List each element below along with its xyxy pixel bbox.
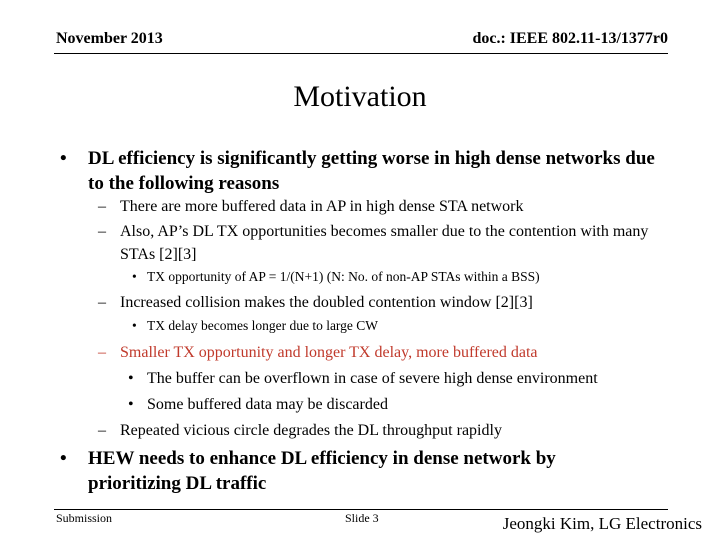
- bullet-dot-small: •: [132, 269, 137, 284]
- sub-item-vicious-circle: Repeated vicious circle degrades the DL throughput rapidly: [120, 422, 502, 439]
- header-rule: [54, 53, 668, 54]
- header-date: November 2013: [56, 30, 163, 47]
- footer-submission: Submission: [56, 511, 113, 525]
- bullet-dot: •: [128, 396, 134, 413]
- footer-rule: [54, 509, 668, 510]
- bullet-dot-small: •: [132, 318, 137, 333]
- sub-sub-item-tx-formula: TX opportunity of AP = 1/(N+1) (N: No. of non-AP STAs within a BSS): [147, 269, 540, 284]
- sub-sub-item-buffer-overflow: The buffer can be overflown in case of severe high dense environment: [147, 370, 598, 387]
- sub-sub-item-tx-delay: TX delay becomes longer due to large CW: [147, 318, 379, 333]
- dash-marker: –: [98, 422, 106, 439]
- dash-marker: –: [98, 198, 106, 215]
- bullet-dot: •: [128, 370, 134, 387]
- bullet-dot: •: [60, 448, 67, 469]
- slide-title: Motivation: [293, 80, 427, 113]
- footer-author: Jeongki Kim, LG Electronics: [502, 514, 702, 533]
- bullet-hew-enhance: HEW needs to enhance DL efficiency in dense network by prioritizing DL traffic: [88, 448, 556, 494]
- sub-item-buffered-data: There are more buffered data in AP in high dense STA network: [120, 198, 524, 215]
- sub-item-tx-opportunities: Also, AP’s DL TX opportunities becomes smaller due to the contention with many STAs [2][3]: [120, 223, 649, 263]
- header-doc-id: doc.: IEEE 802.11-13/1377r0: [472, 30, 668, 47]
- dash-marker: –: [98, 294, 106, 311]
- dash-marker: –: [98, 344, 106, 361]
- bullet-dl-efficiency: DL efficiency is significantly getting worse in high dense networks due to the following reasons: [88, 148, 655, 194]
- sub-sub-item-data-discarded: Some buffered data may be discarded: [147, 396, 388, 413]
- sub-item-more-buffered-data: Smaller TX opportunity and longer TX delay, more buffered data: [120, 344, 538, 361]
- sub-item-collision: Increased collision makes the doubled contention window [2][3]: [120, 294, 533, 311]
- dash-marker: –: [98, 223, 106, 240]
- bullet-dot: •: [60, 148, 67, 169]
- footer-slide-number: Slide 3: [345, 511, 379, 525]
